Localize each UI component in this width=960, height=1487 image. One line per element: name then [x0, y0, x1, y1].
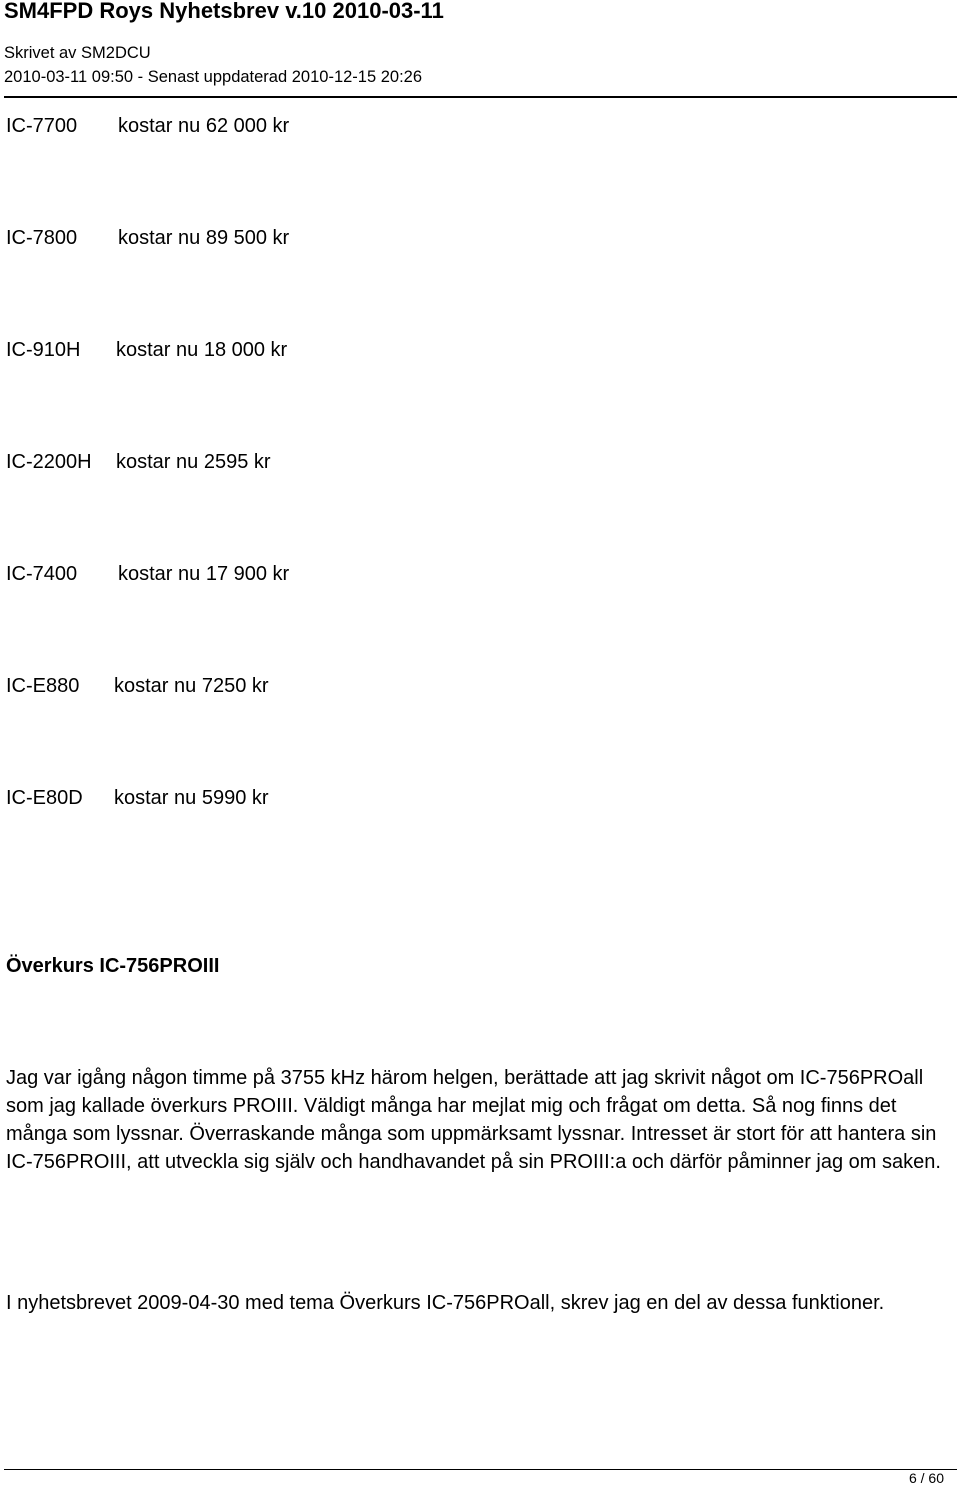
model-name: IC-7800 — [6, 227, 78, 249]
date-line: 2010-03-11 09:50 - Senast uppdaterad 2010-12-15 20:26 — [4, 68, 423, 86]
model-name: IC-7400 — [6, 563, 78, 585]
model-name: IC-E80D — [6, 787, 83, 809]
model-price: kostar nu 17 900 kr — [118, 563, 290, 585]
model-price: kostar nu 89 500 kr — [118, 227, 290, 249]
body-paragraph: I nyhetsbrevet 2009-04-30 med tema Överkurs IC-756PROall, skrev jag en del av dessa funktioner. — [6, 1292, 885, 1314]
section-heading: Överkurs IC-756PROIII — [6, 955, 220, 977]
body-paragraph: Jag var igång någon timme på 3755 kHz härom helgen, berättade att jag skrivit något om IC-756PROall som jag kallade överkurs PROIII. Väldigt många har mejlat mig och frågat om detta. Så nog finns det många som lyssnar. Överraskande många som uppmärksamt lyssnar. Intresset är stort för att hantera sin IC-756PROIII, att utveckla sig själv och handhavandet på sin PROIII:a och därför påminner jag om saken. — [6, 1067, 941, 1173]
author-line: Skrivet av SM2DCU — [4, 44, 151, 62]
model-name: IC-E880 — [6, 675, 80, 697]
model-name: IC-7700 — [6, 115, 78, 137]
model-name: IC-910H — [6, 339, 81, 361]
footer-divider — [4, 1469, 957, 1470]
header-divider — [4, 96, 957, 98]
model-price: kostar nu 7250 kr — [114, 675, 269, 697]
model-price: kostar nu 18 000 kr — [116, 339, 288, 361]
page-title: SM4FPD Roys Nyhetsbrev v.10 2010-03-11 — [4, 0, 444, 23]
model-name: IC-2200H — [6, 451, 92, 473]
model-price: kostar nu 5990 kr — [114, 787, 269, 809]
model-price: kostar nu 2595 kr — [116, 451, 271, 473]
model-price: kostar nu 62 000 kr — [118, 115, 290, 137]
page-number: 6 / 60 — [908, 1470, 944, 1486]
